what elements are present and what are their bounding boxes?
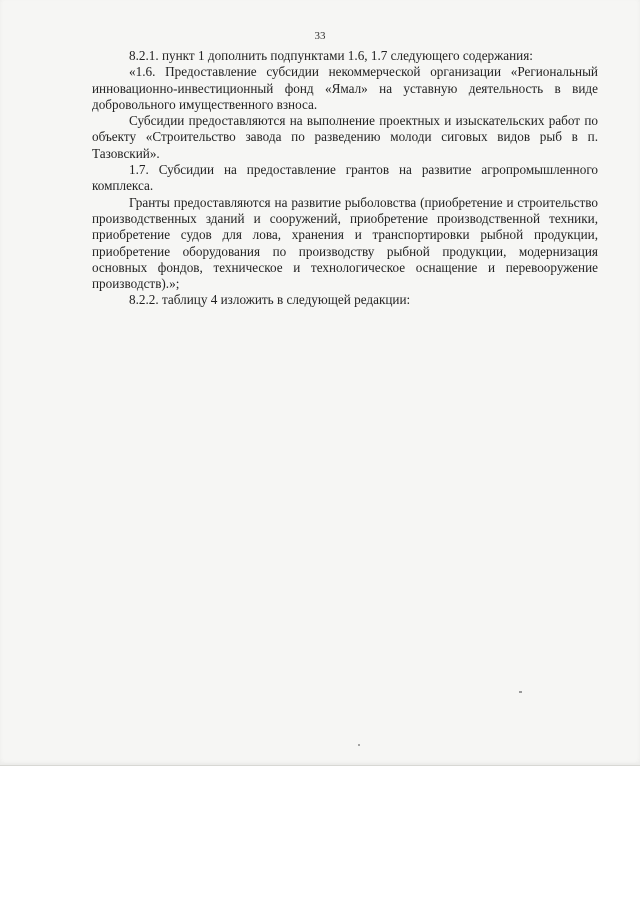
- paragraph-1-7: 1.7. Субсидии на предоставление грантов на развитие агропромышленного комплекса.: [92, 162, 598, 194]
- page-number: 33: [314, 30, 326, 42]
- scan-dot: [358, 744, 360, 746]
- paragraph-8-2-1: 8.2.1. пункт 1 дополнить подпунктами 1.6, 1.7 следующего содержания:: [129, 48, 533, 63]
- scan-speck: [519, 691, 522, 693]
- paragraph-8-2-2: 8.2.2. таблицу 4 изложить в следующей редакции:: [129, 292, 411, 308]
- document-body: [92, 48, 598, 309]
- paragraph-subsidies: Субсидии предоставляются на выполнение проектных и изыскательских работ по объекту «Строительство завода по разведению молоди сиговых видов рыб в п. Тазовский».: [92, 113, 598, 161]
- paragraph-grants: Гранты предоставляются на развитие рыболовства (приобретение и строительство производственных зданий и сооружений, приобретение производственной техники, приобретение судов для лова, хранения и транспортировки рыбной продукции, приобретение оборудования по производству рыбной продукции, модернизация основных фондов, техническое и технологическое оснащение и перевооружение производств).»;: [92, 194, 598, 292]
- paragraph-1-6: «1.6. Предоставление субсидии некоммерческой организации «Региональный инновационно-инвестиционный фонд «Ямал» на уставную деятельность в виде добровольного имущественного взноса.: [92, 64, 598, 112]
